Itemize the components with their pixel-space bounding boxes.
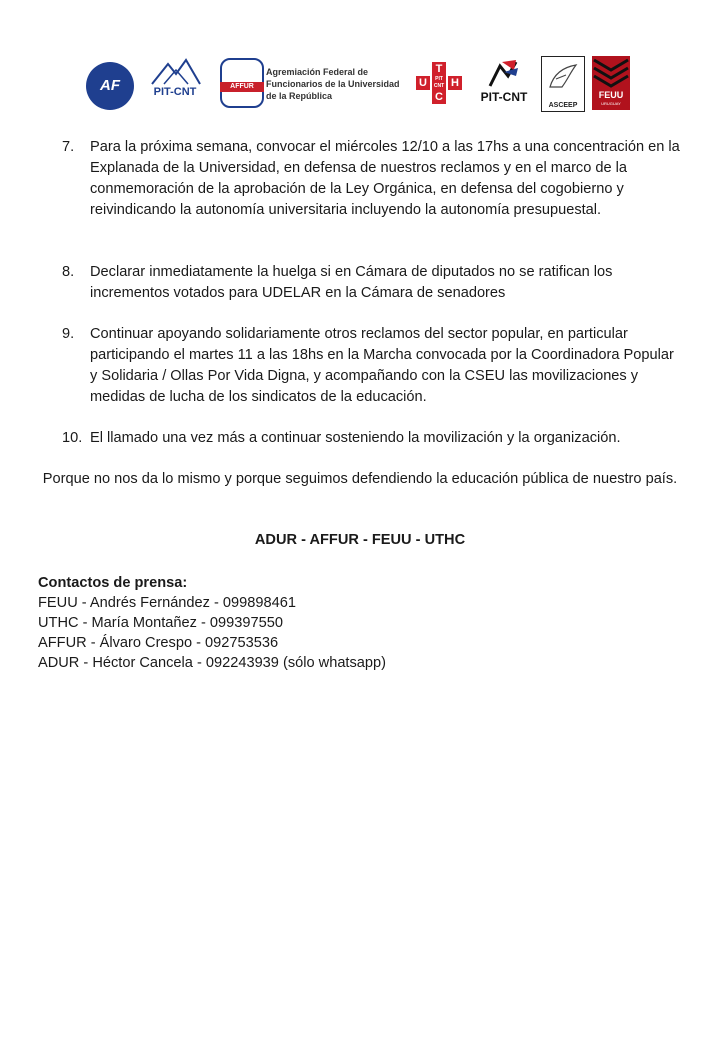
list-item-number: 9. [62, 326, 75, 342]
list-item [62, 324, 682, 408]
pit-cnt-logo-2-text: PIT-CNT [480, 90, 528, 104]
list-item-text: Declarar inmediatamente la huelga si en Cámara de diputados no se ratifican los incrementos votados para UDELAR en la Cámara de senadores [90, 264, 613, 301]
uthc-letter: C [432, 90, 446, 104]
list-item-text: Para la próxima semana, convocar el miércoles 12/10 a las 17hs a una concentración en la Explanada de la Universidad, en defensa de nuestros reclamos y en el marco de la conmemoración de la aprobación de la Ley Orgánica, en defensa del cogobierno y reivindicando la autonomía universitaria incluyendo la autonomía presupuestal. [90, 139, 680, 218]
af-logo-text: AF [100, 77, 120, 94]
contact-line: ADUR - Héctor Cancela - 092243939 (sólo whatsapp) [38, 655, 386, 671]
press-contacts [38, 573, 538, 673]
list-item-text: Continuar apoyando solidariamente otros reclamos del sector popular, en particular participando el martes 11 a las 18hs en la Marcha convocada por la Coordinadora Popular y Solidaria / Ollas Por Vida Digna, y acompañando con la CSEU las movilizaciones y medidas de lucha de los sindicatos de la educación. [90, 326, 674, 405]
press-contacts-heading: Contactos de prensa: [38, 575, 188, 591]
contact-line: AFFUR - Álvaro Crespo - 092753536 [38, 635, 279, 651]
affur-full-name: Agremiación Federal de Funcionarios de la Universidad de la República [266, 67, 400, 101]
contact-line: UTHC - María Montañez - 099397550 [38, 615, 283, 631]
list-item [62, 262, 682, 304]
contact-line: FEUU - Andrés Fernández - 099898461 [38, 595, 296, 611]
uthc-letter: H [448, 76, 462, 90]
asceep-logo-text: ASCEEP [548, 102, 578, 109]
uthc-center-text: PIT CNT [433, 76, 445, 89]
feuu-logo-subtext: URUGUAY [601, 101, 621, 106]
signing-organizations: ADUR - AFFUR - FEUU - UTHC [254, 532, 466, 548]
uthc-letter: U [416, 76, 430, 90]
pit-cnt-logo-1-text: PIT-CNT [153, 86, 197, 98]
list-item [62, 137, 682, 221]
affur-logo-text: AFFUR [230, 83, 254, 90]
list-item-number: 8. [62, 264, 75, 280]
list-item-number: 10. [62, 430, 83, 446]
list-item-text: El llamado una vez más a continuar sosteniendo la movilización y la organización. [90, 430, 621, 446]
uthc-letter: T [432, 62, 446, 76]
feuu-logo-text: FEUU [598, 90, 624, 100]
closing-statement: Porque no nos da lo mismo y porque seguimos defendiendo la educación pública de nuestro país. [42, 471, 678, 487]
list-item-number: 7. [62, 139, 75, 155]
list-item [62, 428, 682, 449]
